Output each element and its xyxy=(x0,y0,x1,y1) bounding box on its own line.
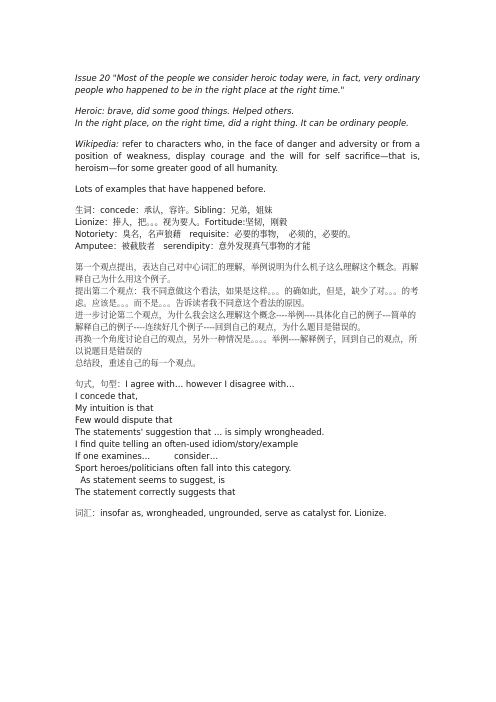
sentences-label: 句式，句型： xyxy=(75,379,126,389)
vocab-line-2: Lionize：捧人，把。。。视为要人。Fortitude:坚韧，刚毅 xyxy=(75,217,288,227)
examples-line: Lots of examples that have happened before. xyxy=(75,184,266,194)
words-text: insofar as, wrongheaded, ungrounded, serve as catalyst for. Lionize. xyxy=(100,508,387,518)
outline-paragraph-4: 再换一个角度讨论自己的观点，另外一种情况是。。。。举例----解释例子，回到自己的观点，所以说题目是错误的 xyxy=(75,334,418,356)
outline-paragraph-1: 第一个观点提出，表达自己对中心词汇的理解，举例说明为什么机子这么理解这个概念。再解释自己为什么用这个例子。 xyxy=(75,262,419,284)
document-content xyxy=(75,72,420,519)
sentence-pattern-4: Few would dispute that xyxy=(75,415,173,425)
heroic-definition: Heroic: brave, did some good things. Helped others. xyxy=(75,106,295,116)
words-label: 词汇： xyxy=(75,508,101,518)
sentence-pattern-5: The statements' suggestion that … is simply wrongheaded. xyxy=(75,427,325,437)
issue-statement: Issue 20 "Most of the people we consider heroic today were, in fact, very ordinary people who happened to be in the right place at the right time." xyxy=(75,73,420,95)
vocab-line-3: Notoriety：臭名，名声狼藉 requisite：必要的事物， 必须的，必要的。 xyxy=(75,229,356,239)
outline-paragraph-3: 进一步讨论第二个观点，为什么我会这么理解这个概念----举例----具体化自己的例子---简单的解释自己的例子----连续好几个例子----回到自己的观点，为什么题目是错误的。 xyxy=(75,310,417,332)
outline-paragraph-5: 总结段，重述自己的每一个观点。 xyxy=(75,358,201,368)
right-place-note: In the right place, on the right time, did a right thing. It can be ordinary people. xyxy=(75,118,409,128)
sentence-pattern-7: If one examines… consider… xyxy=(75,451,219,461)
sentence-pattern-10: The statement correctly suggests that xyxy=(75,487,236,497)
vocabulary-line xyxy=(75,507,420,519)
sentence-pattern-9: As statement seems to suggest, is xyxy=(75,475,225,485)
sentence-pattern-8: Sport heroes/politicians often fall into this category. xyxy=(75,463,292,473)
sentence-pattern-3: My intuition is that xyxy=(75,403,154,413)
outline-paragraph-2: 提出第二个观点：我不同意做这个看法，如果是这样。。。的确如此，但是，缺少了对。。。的考虑。应该是。。。而不是。。。告诉读者我不同意这个看法的原因。 xyxy=(75,286,419,308)
sentence-pattern-1: 句式，句型：I agree with… however I disagree with… xyxy=(75,379,295,389)
wikipedia-label: Wikipedia: xyxy=(75,139,119,149)
vocab-line-4: Amputee：被截肢者 serendipity：意外发现真气事物的才能 xyxy=(75,241,311,251)
sentence-pattern-6: I find quite telling an often-used idiom/story/example xyxy=(75,439,299,449)
wikipedia-definition xyxy=(75,138,420,174)
wikipedia-text: refer to characters who, in the face of danger and adversity or from a position of weakness, display courage and the will for self sacrifice—that is, heroism—for some greater good of all humanity. xyxy=(75,139,420,173)
sentence-pattern-2: I concede that, xyxy=(75,391,138,401)
vocab-line-1: 生词：concede：承认，容许。Sibling：兄弟，姐妹 xyxy=(75,205,273,215)
